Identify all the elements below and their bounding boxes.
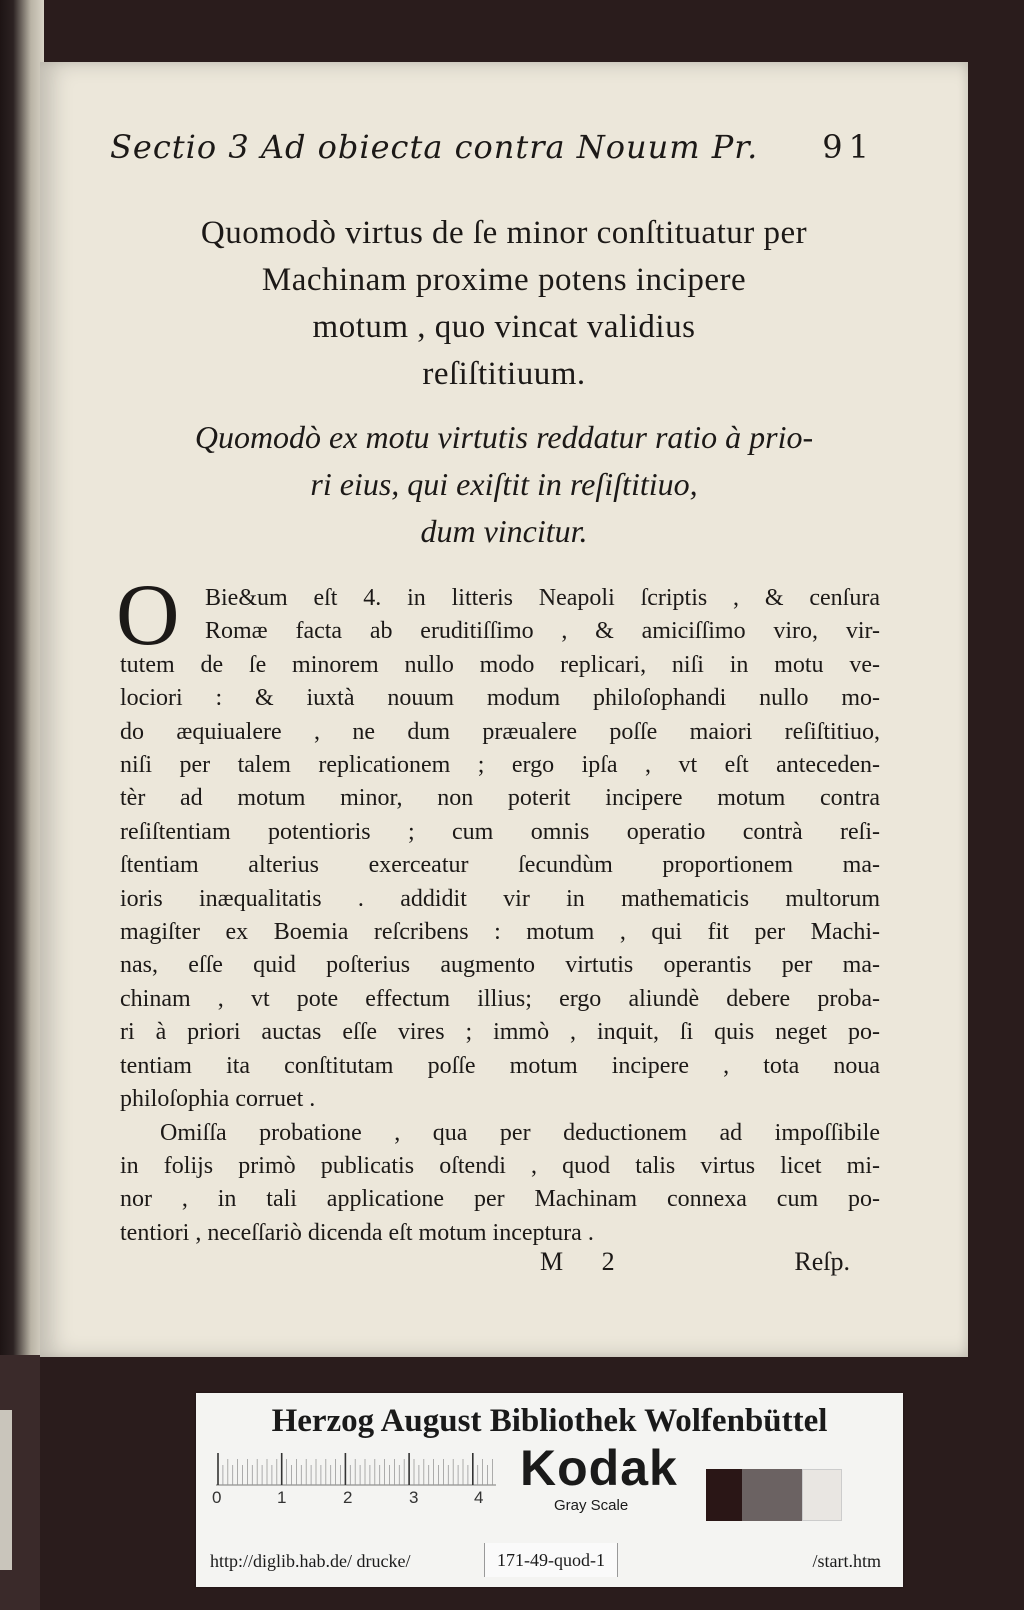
text-line: do æquiualere , ne dum præualere poſſe maiori reſiſtitiuo,: [120, 718, 880, 745]
signature-mark: M 2: [540, 1247, 631, 1276]
subtitle-line: ri eius, qui exiſtit in reſiſtitiuo,: [310, 466, 698, 502]
text-line: ſtentiam alterius exerceatur ſecundùm proportionem ma-: [120, 852, 880, 879]
ruler-number: 2: [343, 1488, 353, 1507]
binding-strip-paper: [0, 1410, 12, 1570]
title-line: Machinam proxime potens incipere: [261, 262, 747, 298]
text-line: Romæ facta ab eruditiſſimo , & amiciſſimo viro, vir-: [205, 618, 880, 645]
title-line: Quomodò virtus de ſe minor conſtituatur per: [200, 215, 808, 251]
swatch-mid: [742, 1469, 802, 1521]
text-line: nas, eſſe quid poſterius augmento virtutis operantis per ma-: [120, 952, 880, 979]
ruler-number: 0: [212, 1488, 222, 1507]
text-line: tentiam ita conſtitutam poſſe motum incipere , tota noua: [120, 1052, 880, 1079]
swatch-dark: [706, 1469, 742, 1521]
chapter-title: [80, 210, 928, 398]
page-footer: [120, 1247, 880, 1287]
drop-cap: O: [116, 567, 180, 664]
text-line: tentiori , neceſſariò dicenda eſt motum inceptura .: [120, 1219, 594, 1246]
title-line: reſiſtitiuum.: [422, 356, 586, 392]
text-line: Omiſſa probatione , qua per deductionem ad impoſſibile: [160, 1119, 880, 1146]
text-line: tutem de ſe minorem nullo modo replicari, niſi in motu ve-: [120, 651, 880, 678]
book-page: [40, 62, 968, 1357]
facing-page-edge: [0, 0, 44, 1355]
text-line: ri à priori auctas eſſe vires ; immò , inquit, ſi quis neget po-: [120, 1019, 880, 1046]
page-number: 91: [822, 128, 875, 166]
running-title: Sectio 3 Ad obiecta contra Nouum Pr.: [110, 128, 759, 166]
kodak-logo: Kodak: [520, 1440, 678, 1496]
text-line: ioris inæqualitatis . addidit vir in mathematicis multorum: [120, 885, 880, 912]
subtitle-line: Quomodò ex motu virtutis reddatur ratio à prio-: [194, 419, 814, 455]
text-line: in folijs primò publicatis oſtendi , quod talis virtus licet mi-: [120, 1152, 880, 1179]
text-line: philoſophia corruet .: [120, 1086, 316, 1113]
running-header: [110, 128, 875, 178]
ruler-scale: [216, 1451, 496, 1491]
ruler-number: 4: [474, 1488, 484, 1507]
subtitle-line: dum vincitur.: [420, 513, 588, 549]
text-line: Bie&um eſt 4. in litteris Neapoli ſcriptis , & cenſura: [205, 585, 880, 611]
ruler-number: 3: [409, 1488, 419, 1507]
chapter-subtitle: [80, 414, 928, 555]
shelfmark: 171-49-quod-1: [484, 1543, 618, 1577]
paragraph-2: [120, 1117, 880, 1251]
library-name: Herzog August Bibliothek Wolfenbüttel: [271, 1403, 828, 1439]
library-color-card: [196, 1393, 903, 1587]
paragraph-1: [120, 582, 880, 1117]
swatch-light: [802, 1469, 842, 1521]
text-line: reſiſtentiam potentioris ; cum omnis operatio contrà reſi-: [120, 818, 880, 845]
text-line: magiſter ex Boemia reſcribens : motum , qui fit per Machi-: [120, 919, 880, 946]
text-line: niſi per talem replicationem ; ergo ipſa , vt eſt anteceden-: [120, 752, 880, 779]
text-line: nor , in tali applicatione per Machinam connexa cum po-: [120, 1186, 880, 1213]
url-prefix: http://diglib.hab.de/ drucke/: [210, 1551, 411, 1571]
catchword: Reſp.: [794, 1247, 850, 1276]
text-line: tèr ad motum minor, non poterit incipere motum contra: [120, 785, 880, 812]
ruler-number: 1: [277, 1488, 287, 1507]
text-line: chinam , vt pote effectum illius; ergo aliundè debere proba-: [120, 985, 880, 1012]
url-suffix: /start.htm: [812, 1551, 881, 1571]
body-text: [116, 567, 880, 1250]
ruler-numbers: [212, 1488, 502, 1512]
url-row: [196, 1541, 903, 1581]
gray-scale-label: Gray Scale: [554, 1497, 629, 1514]
text-line: lociori : & iuxtà nouum modum philoſophandi nullo mo-: [120, 685, 880, 712]
title-line: motum , quo vincat validius: [312, 309, 696, 345]
